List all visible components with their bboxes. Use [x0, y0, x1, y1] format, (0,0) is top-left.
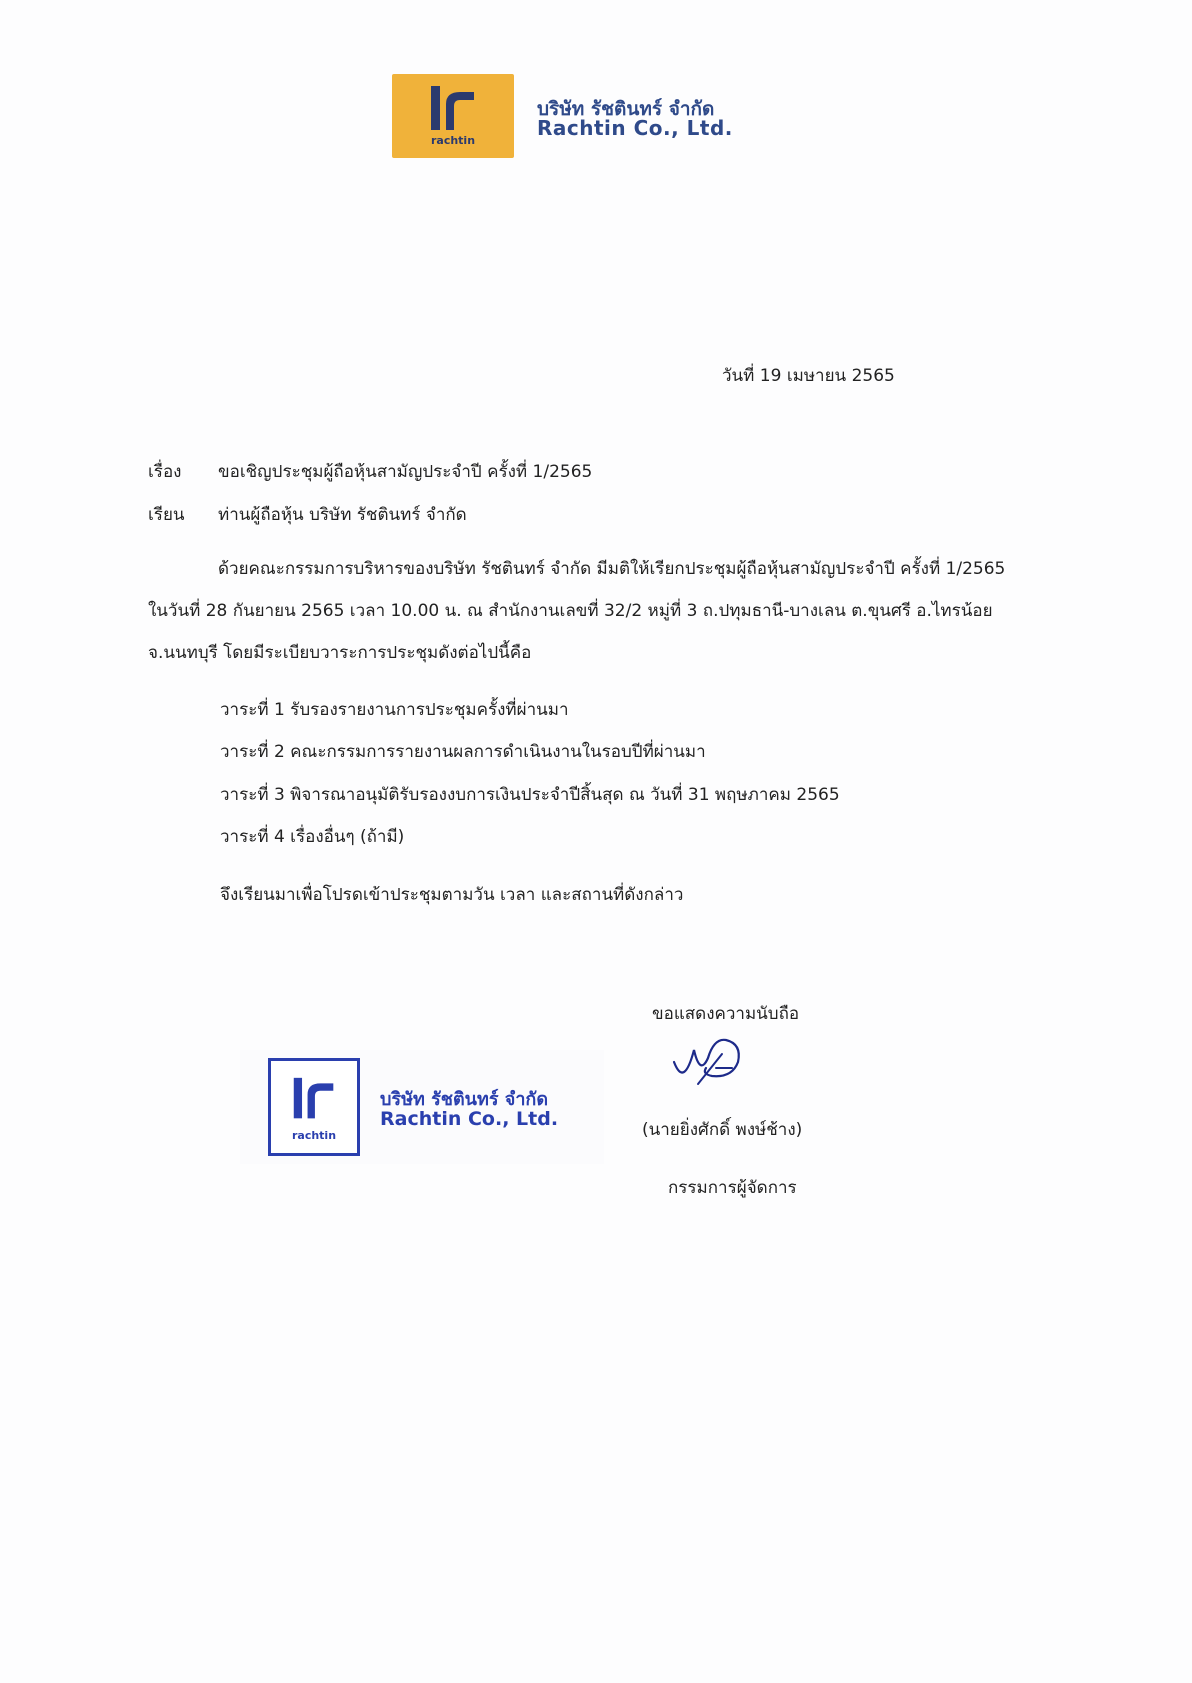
company-name-th: บริษัท รัชตินทร์ จำกัด	[537, 98, 715, 120]
signer-title: กรรมการผู้จัดการ	[668, 1178, 797, 1198]
company-logo	[392, 74, 514, 158]
body-line-3: จ.นนทบุรี โดยมีระเบียบวาระการประชุมดังต่อไปนี้คือ	[148, 643, 532, 663]
stamp-company-name-th: บริษัท รัชตินทร์ จำกัด	[380, 1089, 549, 1110]
stamp-r-mark-icon	[291, 1073, 337, 1125]
subject-label: เรื่อง	[148, 462, 182, 482]
agenda-item: วาระที่ 4 เรื่องอื่นๆ (ถ้ามี)	[220, 827, 405, 847]
body-line-1: ด้วยคณะกรรมการบริหารของบริษัท รัชตินทร์ จำกัด มีมติให้เรียกประชุมผู้ถือหุ้นสามัญประจำปี ครั้งที่ 1/2565	[218, 559, 1006, 579]
closing-line: จึงเรียนมาเพื่อโปรดเข้าประชุมตามวัน เวลา และสถานที่ดังกล่าว	[220, 885, 684, 905]
agenda-item: วาระที่ 3 พิจารณาอนุมัติรับรองงบการเงินประจำปีสิ้นสุด ณ วันที่ 31 พฤษภาคม 2565	[220, 785, 840, 805]
logo-r-mark-icon	[428, 84, 478, 134]
body-line-2: ในวันที่ 28 กันยายน 2565 เวลา 10.00 น. ณ สำนักงานเลขที่ 32/2 หมู่ที่ 3 ถ.ปทุมธานี-บางเลน ต.ขุนศรี อ.ไทรน้อย	[148, 601, 993, 621]
recipient-label: เรียน	[148, 505, 185, 525]
stamp-logo-word: rachtin	[291, 1129, 337, 1142]
stamp-logo	[268, 1058, 360, 1156]
letter-date: วันที่ 19 เมษายน 2565	[722, 366, 895, 386]
company-stamp	[240, 1050, 604, 1164]
company-name-en: Rachtin Co., Ltd.	[537, 116, 733, 140]
stamp-company-name-en: Rachtin Co., Ltd.	[380, 1108, 559, 1130]
logo-word: rachtin	[430, 134, 476, 147]
sign-off-closing: ขอแสดงความนับถือ	[652, 1004, 800, 1024]
signature-icon	[668, 1028, 748, 1098]
recipient-text: ท่านผู้ถือหุ้น บริษัท รัชตินทร์ จำกัด	[218, 505, 467, 525]
agenda-item: วาระที่ 2 คณะกรรมการรายงานผลการดำเนินงานในรอบปีที่ผ่านมา	[220, 742, 706, 762]
agenda-item: วาระที่ 1 รับรองรายงานการประชุมครั้งที่ผ่านมา	[220, 700, 569, 720]
subject-text: ขอเชิญประชุมผู้ถือหุ้นสามัญประจำปี ครั้งที่ 1/2565	[218, 462, 593, 482]
body-paragraph	[148, 557, 1050, 663]
signer-name: (นายยิ่งศักดิ์ พงษ์ช้าง)	[642, 1120, 803, 1140]
